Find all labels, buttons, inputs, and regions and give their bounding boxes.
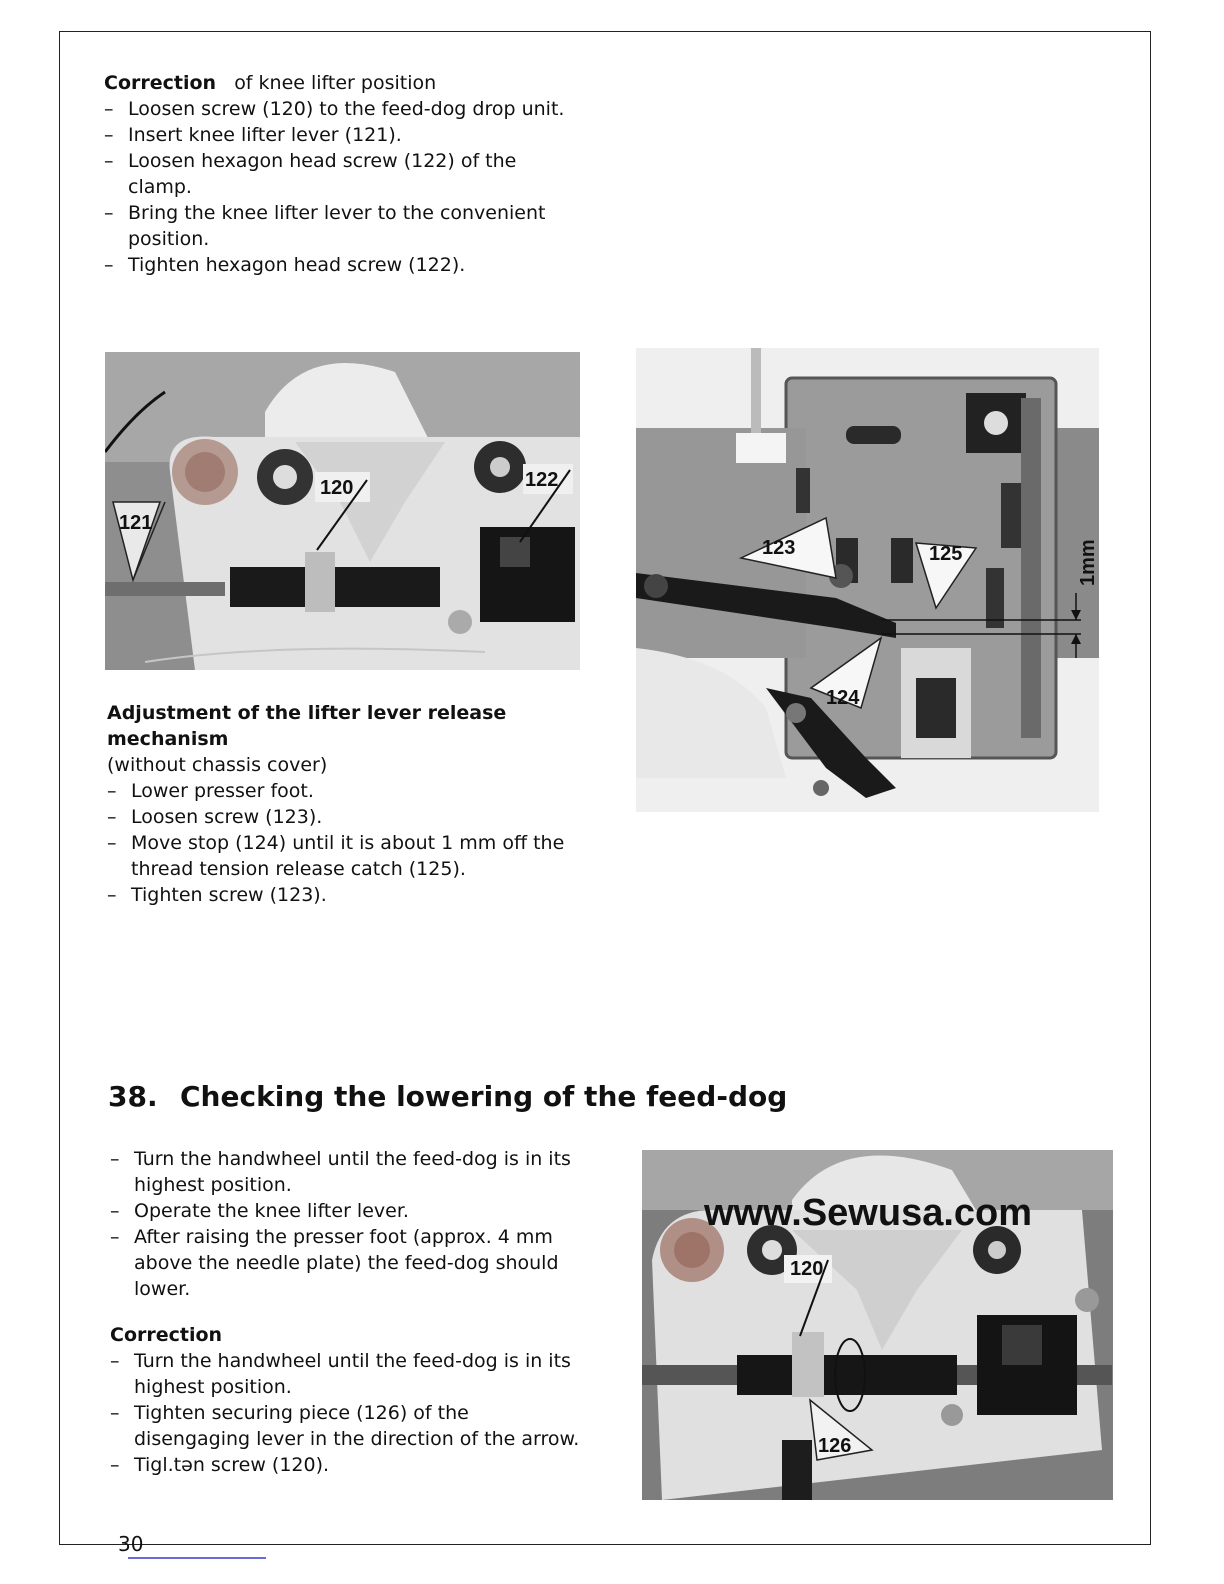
photo-feed-dog-drawing <box>642 1150 1113 1500</box>
feed-dog-check-steps <box>110 1146 590 1478</box>
lifter-release-steps <box>107 778 587 908</box>
list-item: – Tighten hexagon head screw (122). <box>104 252 584 278</box>
correction-label: Correction <box>104 72 217 94</box>
correction-steps <box>110 1348 590 1478</box>
section-title-text: Checking the lowering of the feed-dog <box>180 1080 788 1113</box>
callout-120: 120 <box>790 1258 824 1280</box>
list-item: – Loosen hexagon head screw (122) of the clamp. <box>104 148 584 200</box>
list-item: – Loosen screw (120) to the feed-dog drop unit. <box>104 96 584 122</box>
section-title <box>108 1080 787 1113</box>
page-number: 30 <box>118 1532 144 1556</box>
list-item: – Tighten screw (123). <box>107 882 587 908</box>
list-item: – Operate the knee lifter lever. <box>110 1198 590 1224</box>
dimension-1mm: 1mm <box>1077 539 1099 586</box>
feed-dog-steps <box>110 1146 590 1302</box>
lifter-release-subheading: (without chassis cover) <box>107 754 328 776</box>
knee-lifter-heading <box>104 70 584 96</box>
list-item: – Lower presser foot. <box>107 778 587 804</box>
callout-125: 125 <box>929 543 963 565</box>
list-item: – Loosen screw (123). <box>107 804 587 830</box>
list-item: – Turn the handwheel until the feed-dog is in its highest position. <box>110 1146 590 1198</box>
lifter-release-heading: Adjustment of the lifter lever release mechanism <box>107 702 507 750</box>
callout-126: 126 <box>818 1435 852 1457</box>
knee-lifter-correction <box>104 70 584 278</box>
lifter-release-adjustment <box>107 700 587 908</box>
callout-122: 122 <box>525 469 559 491</box>
list-item: – Bring the knee lifter lever to the convenient position. <box>104 200 584 252</box>
section-number: 38. <box>108 1080 158 1113</box>
photo-lifter-release-drawing <box>636 348 1099 812</box>
photo-lifter-release <box>636 348 1099 812</box>
photo-knee-lifter <box>105 352 580 670</box>
footer-rule <box>128 1557 266 1559</box>
watermark: www.Sewusa.com <box>704 1192 1033 1234</box>
correction-heading: Correction <box>110 1324 223 1346</box>
photo-feed-dog <box>642 1150 1113 1500</box>
callout-123: 123 <box>762 537 796 559</box>
list-item: – Turn the handwheel until the feed-dog is in its highest position. <box>110 1348 590 1400</box>
list-item: – Tigl.tən screw (120). <box>110 1452 590 1478</box>
knee-lifter-steps <box>104 96 584 278</box>
list-item: – Move stop (124) until it is about 1 mm off the thread tension release catch (125). <box>107 830 587 882</box>
list-item: – Insert knee lifter lever (121). <box>104 122 584 148</box>
photo-knee-lifter-drawing <box>105 352 580 670</box>
callout-120: 120 <box>320 477 354 499</box>
callout-124: 124 <box>826 687 860 709</box>
list-item: – After raising the presser foot (approx. 4 mm above the needle plate) the feed-dog should lower. <box>110 1224 590 1302</box>
correction-subject: of knee lifter position <box>234 72 437 94</box>
callout-121: 121 <box>119 512 153 534</box>
list-item: – Tighten securing piece (126) of the disengaging lever in the direction of the arrow. <box>110 1400 590 1452</box>
